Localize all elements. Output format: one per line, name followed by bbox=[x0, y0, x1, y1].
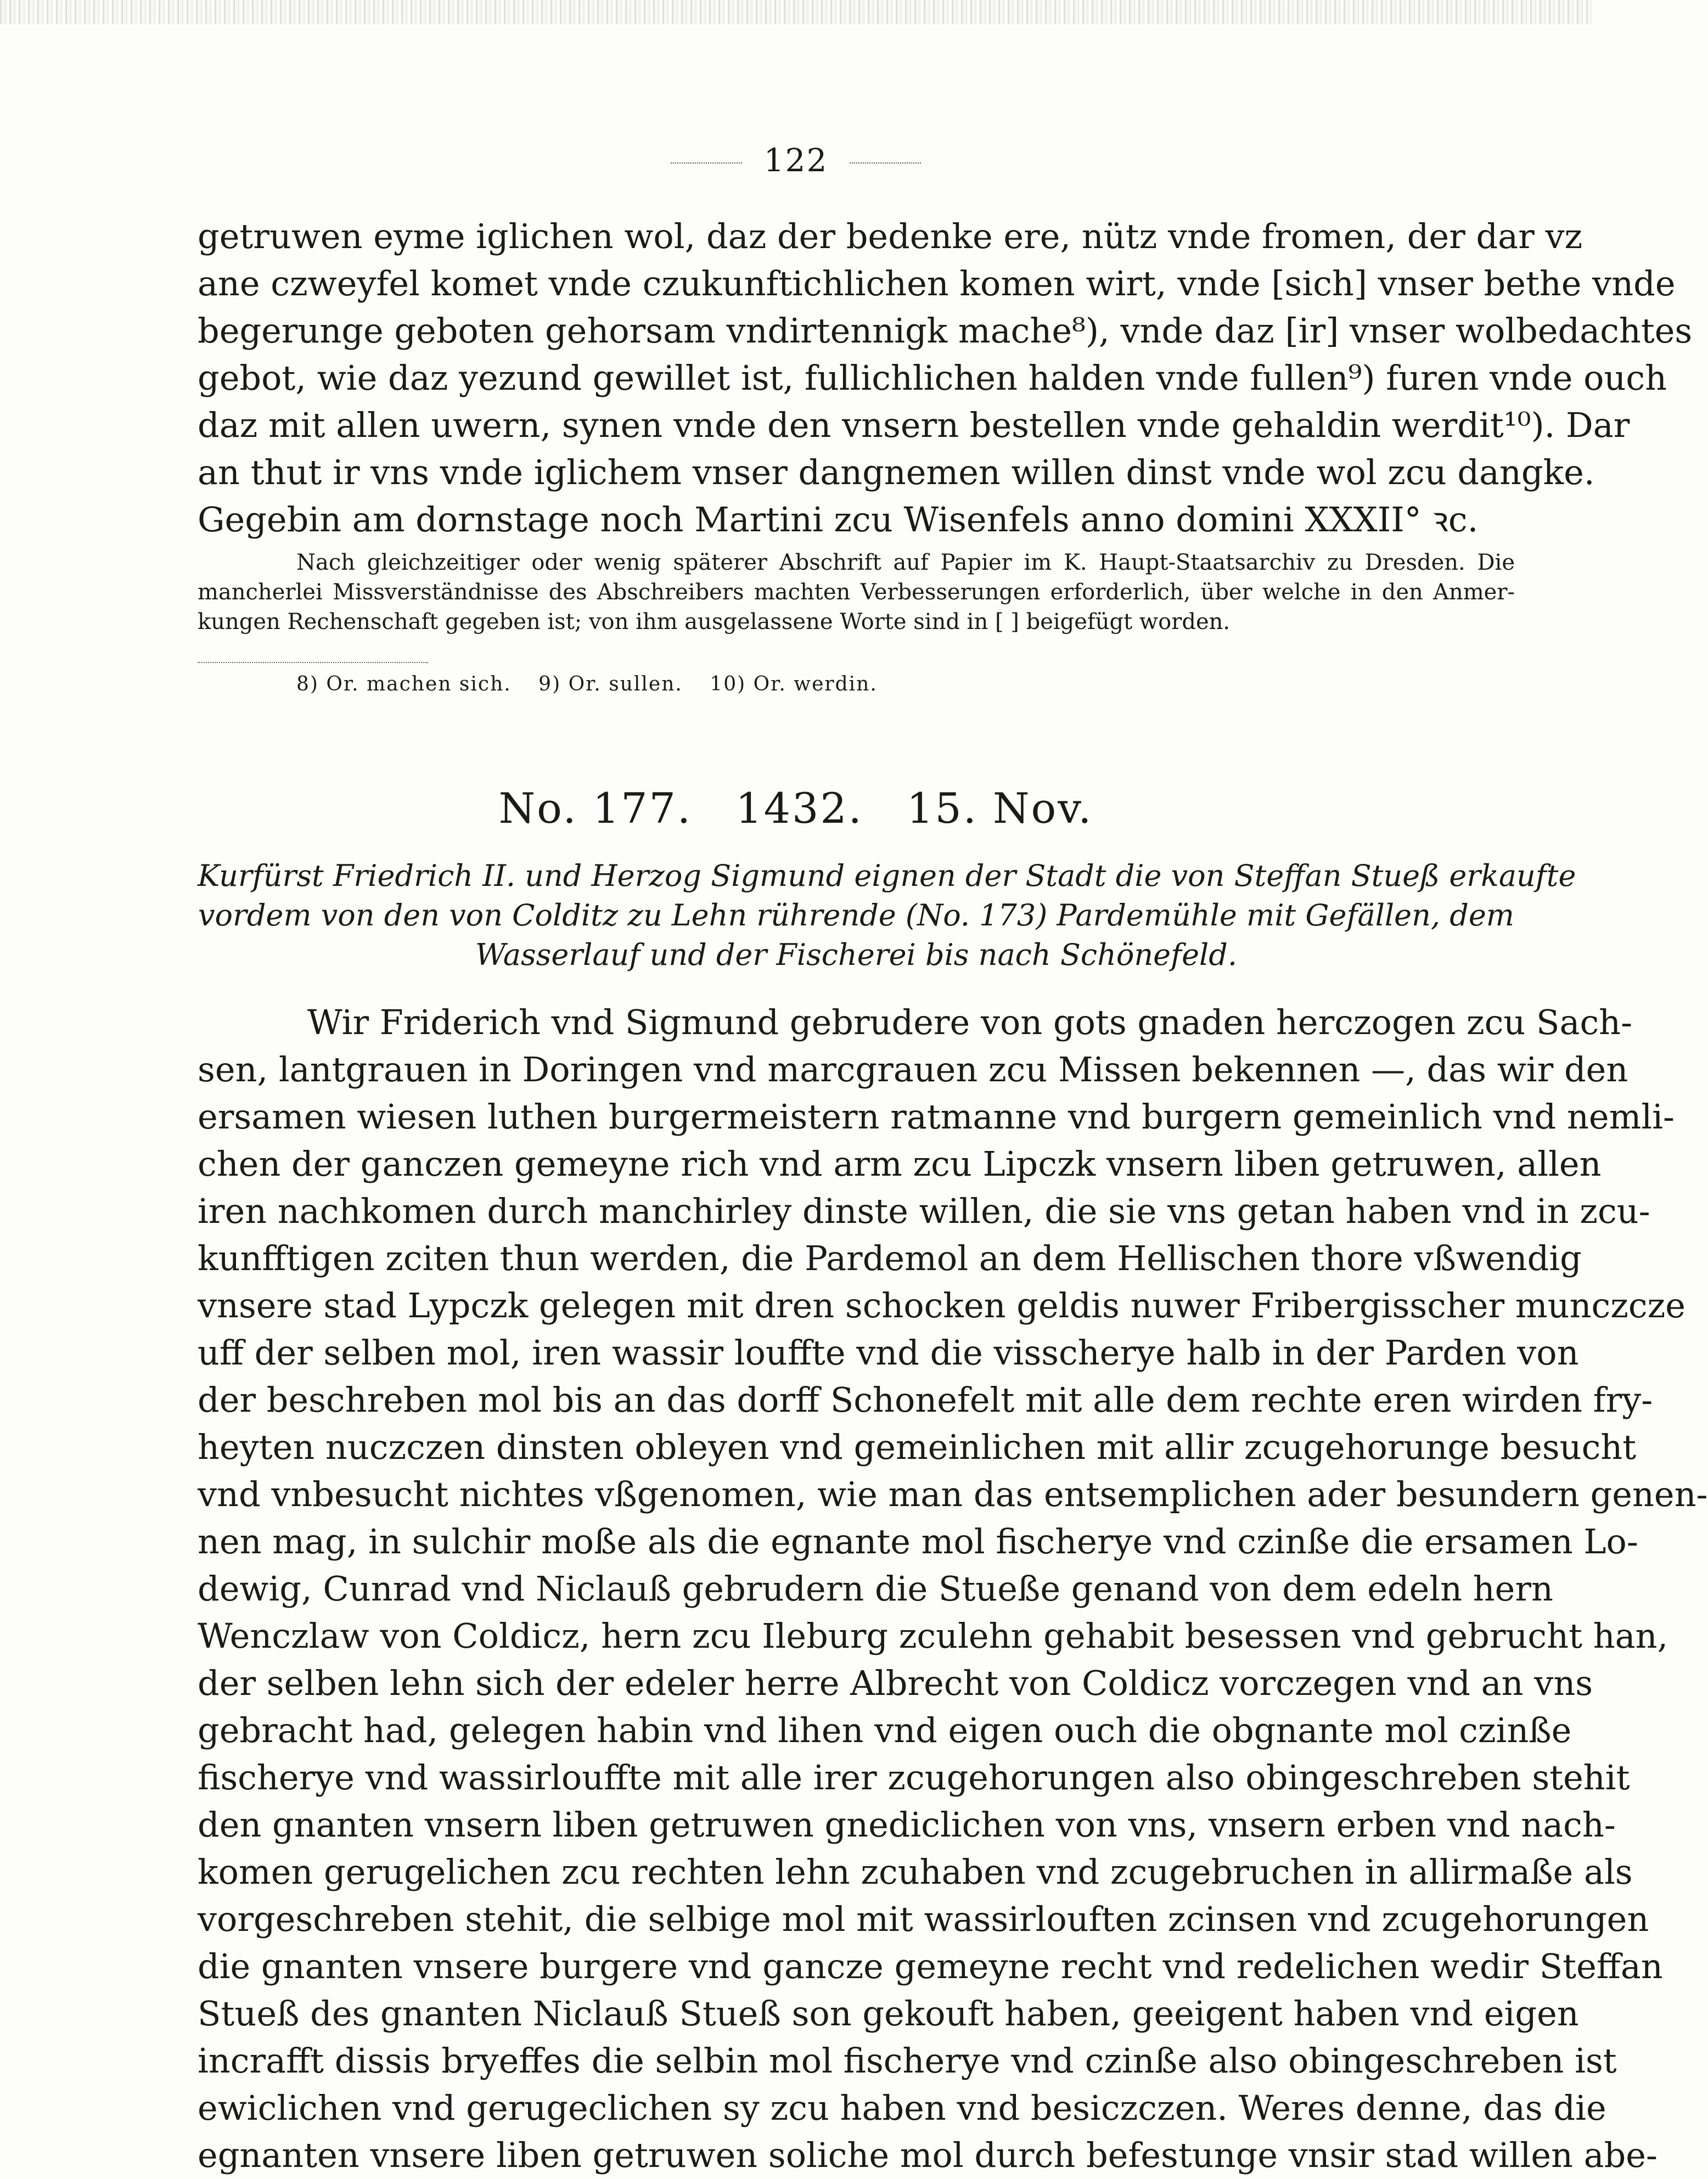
text-line: Wir Friderich vnd Sigmund gebrudere von gots gnaden herczogen zcu Sach- bbox=[307, 1002, 1633, 1042]
source-note bbox=[198, 548, 1515, 637]
source-note-line: kungen Rechenschaft gegeben ist; von ihm ausgelassene Worte sind in [ ] beigefügt worden. bbox=[198, 609, 1231, 634]
text-line: vorgeschreben stehit, die selbige mol mit wassirlouften zcinsen vnd zcugehorungen bbox=[198, 1899, 1649, 1939]
text-line: sen, lantgrauen in Doringen vnd marcgrauen zcu Missen bekennen —, das wir den bbox=[198, 1049, 1628, 1090]
text-line: den gnanten vnsern liben getruwen gnediclichen von vns, vnsern erben vnd nach- bbox=[198, 1805, 1616, 1845]
text-line: dewig, Cunrad vnd Niclauß gebrudern die Stueße genand von dem edeln hern bbox=[198, 1569, 1553, 1609]
page-number-text: 122 bbox=[763, 142, 828, 179]
text-line: gebracht had, gelegen habin vnd lihen vnd eigen ouch die obgnante mol czinße bbox=[198, 1710, 1572, 1750]
scan-border-noise bbox=[0, 0, 1592, 24]
text-line: komen gerugelichen zcu rechten lehn zcuhaben vnd zcugebruchen in allirmaße als bbox=[198, 1852, 1633, 1892]
text-line: gebot, wie daz yezund gewillet ist, fullichlichen halden vnde fullen⁹) furen vnde ouch bbox=[198, 358, 1667, 398]
text-line: egnanten vnsere liben getruwen soliche mol durch befestunge vnsir stad willen abe- bbox=[198, 2135, 1658, 2175]
text-line: der beschreben mol bis an das dorff Schonefelt mit alle dem rechte eren wirden fry- bbox=[198, 1380, 1653, 1420]
source-note-line: Nach gleichzeitiger oder wenig späterer Abschrift auf Papier im K. Haupt-Staatsarchiv zu Dresden. Die bbox=[296, 550, 1515, 575]
text-line: nen mag, in sulchir moße als die egnante mol fischerye vnd czinße die ersamen Lo- bbox=[198, 1521, 1638, 1562]
regest-line: Wasserlauf und der Fischerei bis nach Schönefeld. bbox=[475, 937, 1238, 972]
page-number-dash-left bbox=[671, 162, 742, 164]
source-note-line: mancherlei Missverständnisse des Abschreibers machten Verbesserungen erforderlich, über welche in den Anmer- bbox=[198, 580, 1515, 605]
text-line: iren nachkomen durch manchirley dinste willen, die sie vns getan haben vnd in zcu- bbox=[198, 1191, 1650, 1231]
document-date: 15. Nov. bbox=[907, 784, 1093, 833]
text-line: vnd vnbesucht nichtes vßgenomen, wie man das entsemplichen ader besundern genen- bbox=[198, 1474, 1708, 1514]
page-number-dash-right bbox=[850, 162, 921, 164]
text-line: die gnanten vnsere burgere vnd gancze gemeyne recht vnd redelichen wedir Steffan bbox=[198, 1946, 1663, 1986]
footnote-9: 9) Or. sullen. bbox=[538, 673, 683, 695]
text-line: heyten nuczczen dinsten obleyen vnd gemeinlichen mit allir zcugehorunge besucht bbox=[198, 1427, 1637, 1467]
document-heading bbox=[0, 784, 1592, 833]
text-line: uff der selben mol, iren wassir louffte vnd die visscherye halb in der Parden von bbox=[198, 1333, 1579, 1373]
text-line: Stueß des gnanten Niclauß Stueß son gekouft haben, geeigent haben vnd eigen bbox=[198, 1993, 1579, 2034]
regest-line: Kurfürst Friedrich II. und Herzog Sigmund eignen der Stadt die von Steffan Stueß erkaufte bbox=[198, 858, 1576, 893]
text-line: kunfftigen zciten thun werden, die Pardemol an dem Hellischen thore vßwendig bbox=[198, 1238, 1582, 1278]
document-number: No. 177. bbox=[498, 784, 693, 833]
text-line: chen der ganczen gemeyne rich vnd arm zcu Lipczk vnsern liben getruwen, allen bbox=[198, 1144, 1602, 1184]
text-line: getruwen eyme iglichen wol, daz der bedenke ere, nütz vnde fromen, der dar vz bbox=[198, 216, 1583, 256]
text-line: Wenczlaw von Coldicz, hern zcu Ileburg zculehn gehabit besessen vnd gebrucht han, bbox=[198, 1616, 1668, 1656]
top-paragraph bbox=[198, 213, 1693, 543]
text-line: der selben lehn sich der edeler herre Albrecht von Coldicz vorczegen vnd an vns bbox=[198, 1663, 1593, 1703]
text-line: ersamen wiesen luthen burgermeistern ratmanne vnd burgern gemeinlich vnd nemli- bbox=[198, 1097, 1675, 1137]
regest bbox=[198, 856, 1576, 975]
text-line: an thut ir vns vnde iglichem vnser dangnemen willen dinst vnde wol zcu dangke. bbox=[198, 452, 1595, 492]
text-line: incrafft dissis bryeffes die selbin mol fischerye vnd czinße also obingeschreben ist bbox=[198, 2041, 1617, 2081]
text-line: fischerye vnd wassirlouffte mit alle irer zcugehorungen also obingeschreben stehit bbox=[198, 1757, 1630, 1798]
page-number bbox=[0, 142, 1592, 179]
text-line: ane czweyfel komet vnde czukunftichlichen komen wirt, vnde [sich] vnser bethe vnde bbox=[198, 263, 1676, 304]
text-line: vnsere stad Lypczk gelegen mit dren schocken geldis nuwer Fribergisscher munczcze bbox=[198, 1285, 1685, 1326]
footnote-divider bbox=[198, 662, 428, 663]
regest-line: vordem von den von Colditz zu Lehn rührende (No. 173) Pardemühle mit Gefällen, dem bbox=[198, 898, 1514, 933]
text-line: daz mit allen uwern, synen vnde den vnsern bestellen vnde gehaldin werdit¹⁰). Dar bbox=[198, 405, 1630, 445]
footnote-8: 8) Or. machen sich. bbox=[296, 673, 512, 695]
footnote-10: 10) Or. werdin. bbox=[710, 673, 878, 695]
document-year: 1432. bbox=[735, 784, 863, 833]
text-line: ewiclichen vnd gerugeclichen sy zcu haben vnd besiczczen. Weres denne, das die bbox=[198, 2088, 1606, 2128]
main-text bbox=[198, 999, 1708, 2179]
text-line: Gegebin am dornstage noch Martini zcu Wisenfels anno domini XXXII° ꝛc. bbox=[198, 499, 1479, 540]
footnotes bbox=[296, 673, 897, 695]
text-line: begerunge geboten gehorsam vndirtennigk mache⁸), vnde daz [ir] vnser wolbedachtes bbox=[198, 311, 1693, 351]
